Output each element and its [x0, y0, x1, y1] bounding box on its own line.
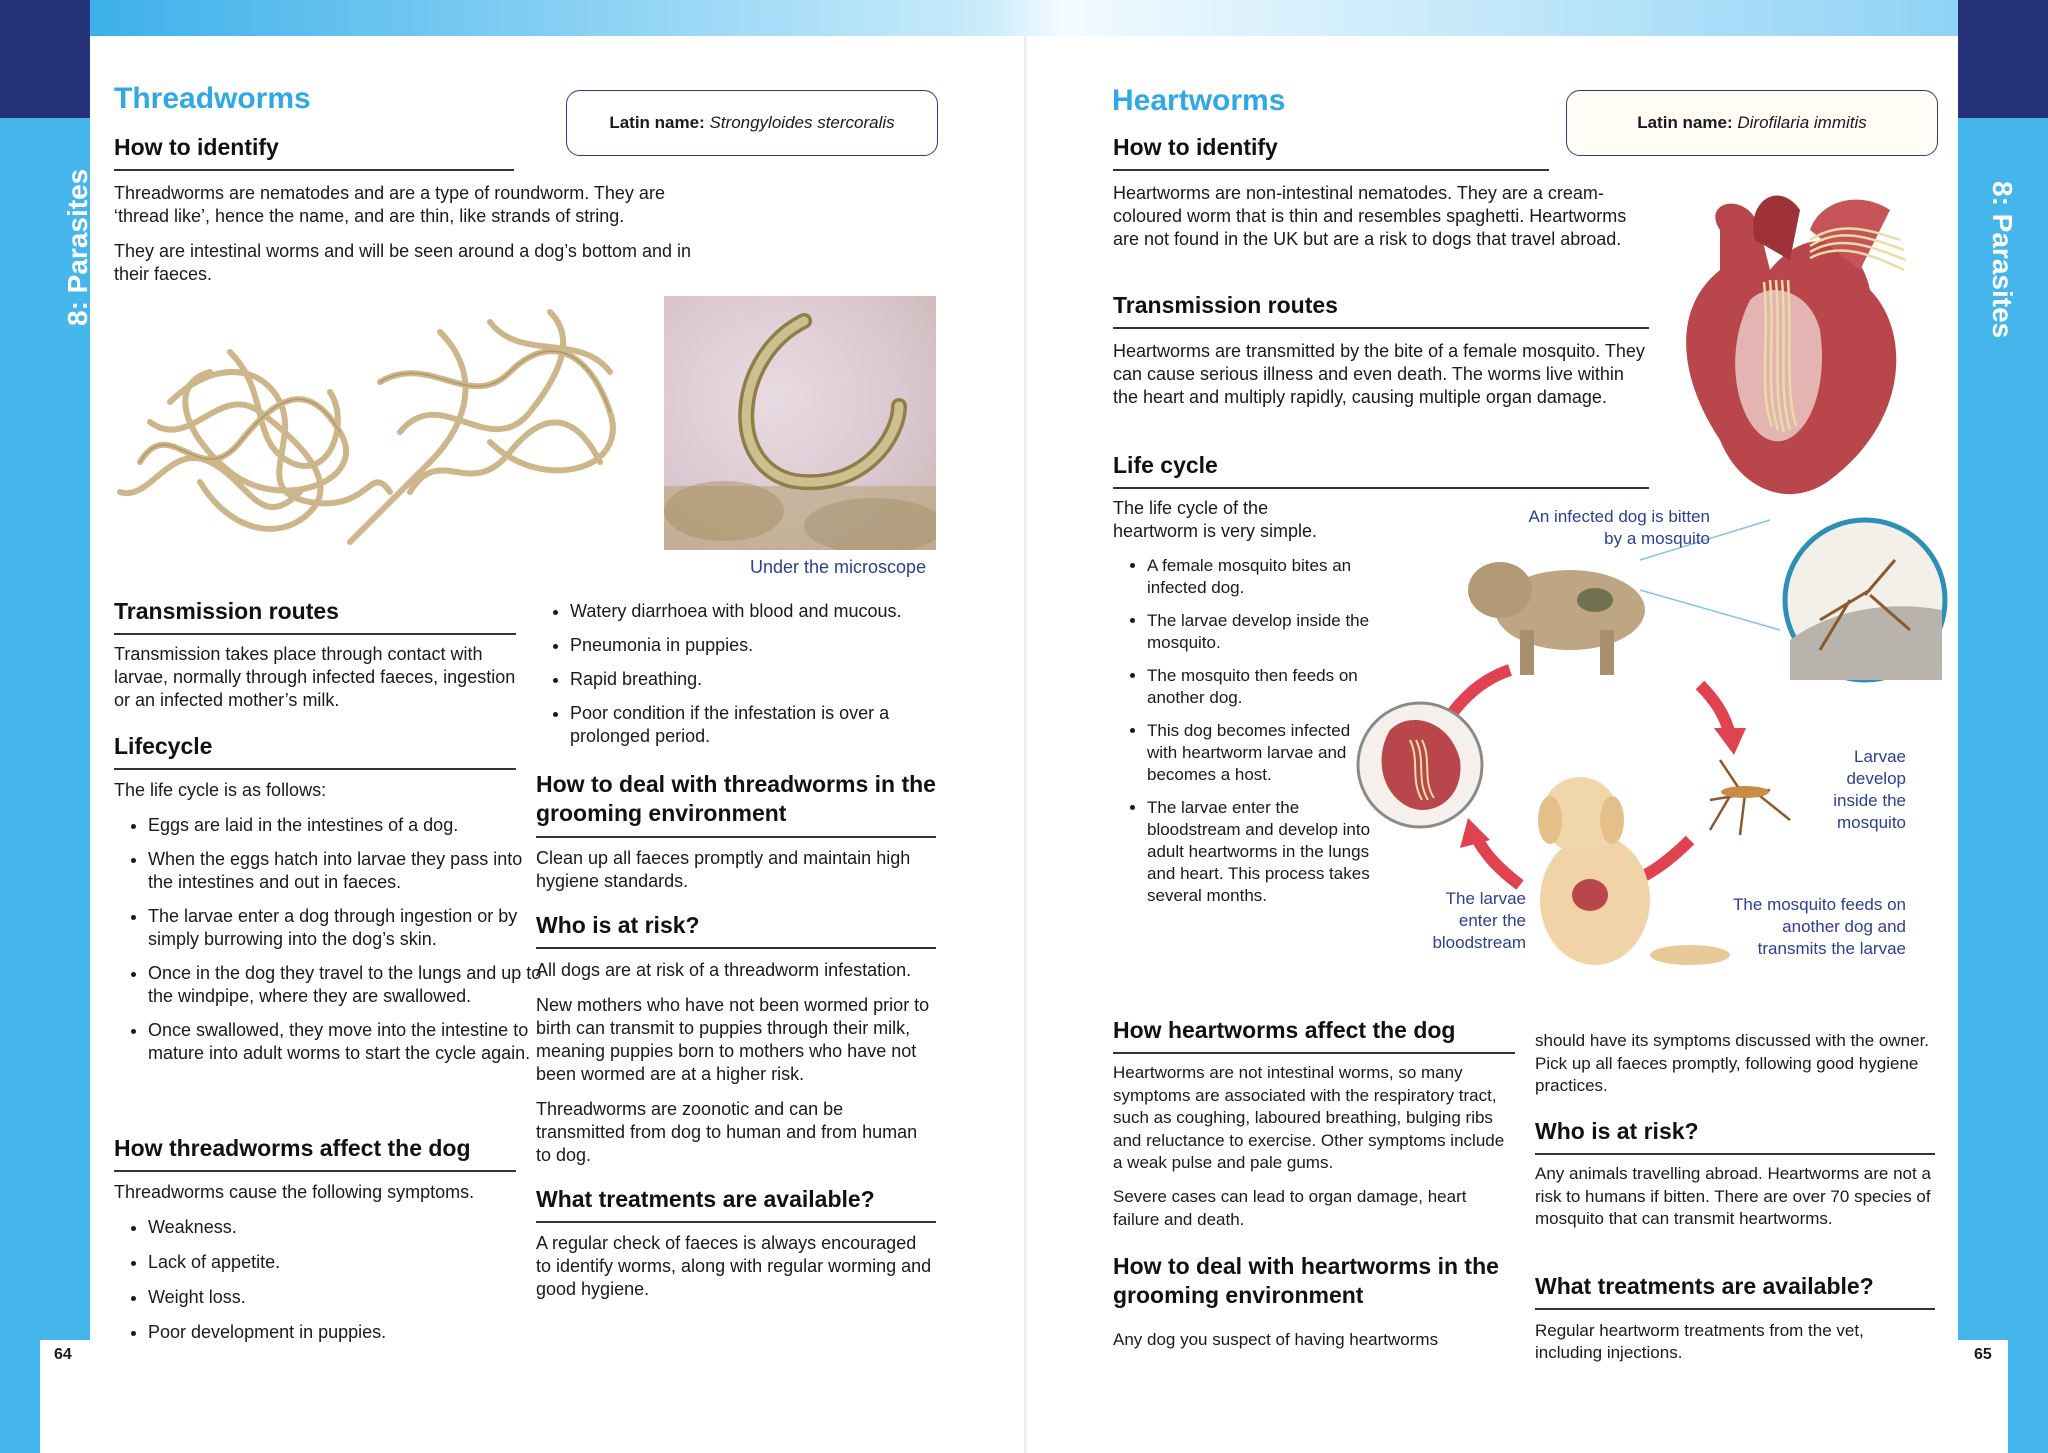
list-item: • This dog becomes infected with heartworm larvae and becomes a host.	[1147, 720, 1377, 786]
heartworms-risk-heading: Who is at risk?	[1535, 1118, 1935, 1155]
list-item: • Pneumonia in puppies.	[570, 634, 970, 657]
threadworms-latin-box: Latin name : Strongyloides stercoralis	[566, 90, 938, 156]
list-item: • Eggs are laid in the intestines of a dog.	[148, 814, 550, 837]
heartworms-deal-continued: should have its symptoms discussed with the owner. Pick up all faeces promptly, following good hygiene practices.	[1535, 1031, 1930, 1095]
threadworms-treat-heading: What treatments are available?	[536, 1186, 936, 1223]
microscope-larva-image	[664, 296, 936, 550]
threadworms-symptoms-list	[536, 600, 970, 759]
threadworms-identify-p1: Threadworms are nematodes and are a type of roundworm. They are ‘thread like’, hence the name, and are thin, like strands of string.	[114, 183, 665, 226]
heartworms-affect-heading: How heartworms affect the dog	[1113, 1017, 1515, 1054]
list-item: • A female mosquito bites an infected dog.	[1147, 555, 1377, 599]
list-item: • Once swallowed, they move into the intestine to mature into adult worms to start the cycle again.	[148, 1019, 550, 1065]
heartworms-affect-p2: Severe cases can lead to organ damage, heart failure and death.	[1113, 1187, 1467, 1229]
list-item: • Weakness.	[148, 1216, 550, 1239]
cycle-label-bloodstream: The larvae enter the bloodstream	[1432, 889, 1526, 952]
threadworms-treat-p: A regular check of faeces is always encouraged to identify worms, along with regular worming and good hygiene.	[536, 1233, 932, 1299]
threadworms-illustration	[110, 292, 630, 552]
threadworms-affect-list	[114, 1216, 550, 1356]
heartworms-transmission-heading: Transmission routes	[1113, 292, 1649, 329]
list-item: • Rapid breathing.	[570, 668, 970, 691]
puppy-drawing	[1538, 777, 1730, 965]
page-number-right: 65	[1974, 1346, 1992, 1363]
cycle-label-feeds: The mosquito feeds on another dog and transmits the larvae	[1733, 895, 1906, 958]
heartworms-lifecycle-heading: Life cycle	[1113, 452, 1649, 489]
cycle-label-larvae-develop: Larvae develop inside the mosquito	[1833, 747, 1906, 832]
heartworms-lifecycle-intro: The life cycle of the heartworm is very simple.	[1113, 498, 1318, 541]
threadworms-lifecycle-intro: The life cycle is as follows:	[114, 780, 327, 800]
latin-value: Dirofilaria immitis	[1737, 113, 1867, 132]
heartworms-treat-heading: What treatments are available?	[1535, 1273, 1935, 1310]
threadworms-risk-p1: All dogs are at risk of a threadworm infestation.	[536, 960, 912, 980]
threadworms-affect-intro: Threadworms cause the following symptoms.	[114, 1182, 475, 1202]
list-item: • The larvae develop inside the mosquito.	[1147, 610, 1377, 654]
heartworms-identify-heading: How to identify	[1113, 134, 1549, 171]
threadworms-identify-heading: How to identify	[114, 134, 514, 171]
threadworms-deal-p: Clean up all faeces promptly and maintain high hygiene standards.	[536, 848, 911, 891]
page-number-left: 64	[54, 1346, 72, 1363]
threadworms-transmission-p: Transmission takes place through contact with larvae, normally through infected faeces, ingestion or an infected mother’s milk.	[114, 644, 516, 710]
side-tab-label-right: 8: Parasites	[1987, 181, 2018, 339]
threadworms-identify-p2: They are intestinal worms and will be seen around a dog’s bottom and in their faeces.	[114, 241, 692, 284]
heartworms-treat-p: Regular heartworm treatments from the vet, including injections.	[1535, 1321, 1864, 1362]
heartworms-risk-p: Any animals travelling abroad. Heartworms are not a risk to humans if bitten. There are over 70 species of mosquito that can transmit heartworms.	[1535, 1164, 1931, 1228]
list-item: • Watery diarrhoea with blood and mucous.	[570, 600, 970, 623]
latin-value: Strongyloides stercoralis	[709, 113, 895, 132]
right-top-block	[1958, 0, 2048, 118]
microscope-photo	[664, 296, 936, 550]
heartworms-identify-p: Heartworms are non-intestinal nematodes. They are a cream-coloured worm that is thin and resembles spaghetti. Heartworms are not found in the UK but are a risk to dogs that travel abroad.	[1113, 183, 1627, 249]
list-item: • Poor development in puppies.	[148, 1321, 550, 1344]
sick-dog-drawing	[1468, 562, 1645, 675]
left-top-block	[0, 0, 90, 118]
threadworms-risk-p3: Threadworms are zoonotic and can be transmitted from dog to human and from human to dog.	[536, 1099, 918, 1165]
threadworms-affect-heading: How threadworms affect the dog	[114, 1135, 516, 1172]
heartworms-deal-heading: How to deal with heartworms in the grooming environment	[1113, 1253, 1499, 1308]
list-item: • The larvae enter a dog through ingestion or by simply burrowing into the dog’s skin.	[148, 905, 550, 951]
latin-label: Latin name	[1637, 113, 1727, 132]
threadworms-transmission-heading: Transmission routes	[114, 598, 516, 635]
list-item: • Lack of appetite.	[148, 1251, 550, 1274]
microscope-caption: Under the microscope	[750, 557, 927, 577]
list-item: • When the eggs hatch into larvae they pass into the intestines and out in faeces.	[148, 848, 550, 894]
threadworms-risk-heading: Who is at risk?	[536, 912, 936, 949]
book-spine	[1024, 36, 1028, 1453]
list-item: • The mosquito then feeds on another dog.	[1147, 665, 1377, 709]
threadworms-lifecycle-heading: Lifecycle	[114, 733, 516, 770]
heartworms-lifecycle-list	[1113, 555, 1377, 918]
threadworms-deal-heading: How to deal with threadworms in the grooming environment	[536, 770, 936, 838]
heart-illustration	[1660, 180, 1940, 510]
list-item: • The larvae enter the bloodstream and develop into adult heartworms in the lungs and heart. This process takes several months.	[1147, 797, 1377, 907]
threadworms-title: Threadworms	[114, 82, 311, 115]
left-edge-band	[0, 0, 40, 1453]
top-gradient-strip	[90, 0, 1958, 36]
list-item: • Poor condition if the infestation is over a prolonged period.	[570, 702, 970, 748]
heartworms-affect-p1: Heartworms are not intestinal worms, so many symptoms are associated with the respiratory tract, such as coughing, laboured breathing, bulging ribs and reluctance to exercise. Other symptoms include a weak pulse and pale gums.	[1113, 1063, 1505, 1172]
threadworms-risk-p2: New mothers who have not been wormed prior to birth can transmit to puppies through their milk, meaning puppies born to mothers who have not been wormed are at a higher risk.	[536, 995, 930, 1084]
list-item: • Once in the dog they travel to the lungs and up to the windpipe, where they are swallowed.	[148, 962, 550, 1008]
list-item: • Weight loss.	[148, 1286, 550, 1309]
heartworms-deal-p: Any dog you suspect of having heartworms	[1113, 1330, 1439, 1349]
heartworms-latin-box: Latin name : Dirofilaria immitis	[1566, 90, 1938, 156]
heartworms-transmission-p: Heartworms are transmitted by the bite of a female mosquito. They can cause serious illness and even death. The worms live within the heart and multiply rapidly, causing multiple organ damage.	[1113, 341, 1645, 407]
cycle-label-bitten: An infected dog is bitten by a mosquito	[1528, 507, 1710, 548]
latin-label: Latin name	[609, 113, 700, 132]
threadworms-lifecycle-list	[114, 814, 550, 1076]
heartworms-title: Heartworms	[1112, 84, 1286, 117]
side-tab-label-left: 8: Parasites	[62, 168, 93, 326]
